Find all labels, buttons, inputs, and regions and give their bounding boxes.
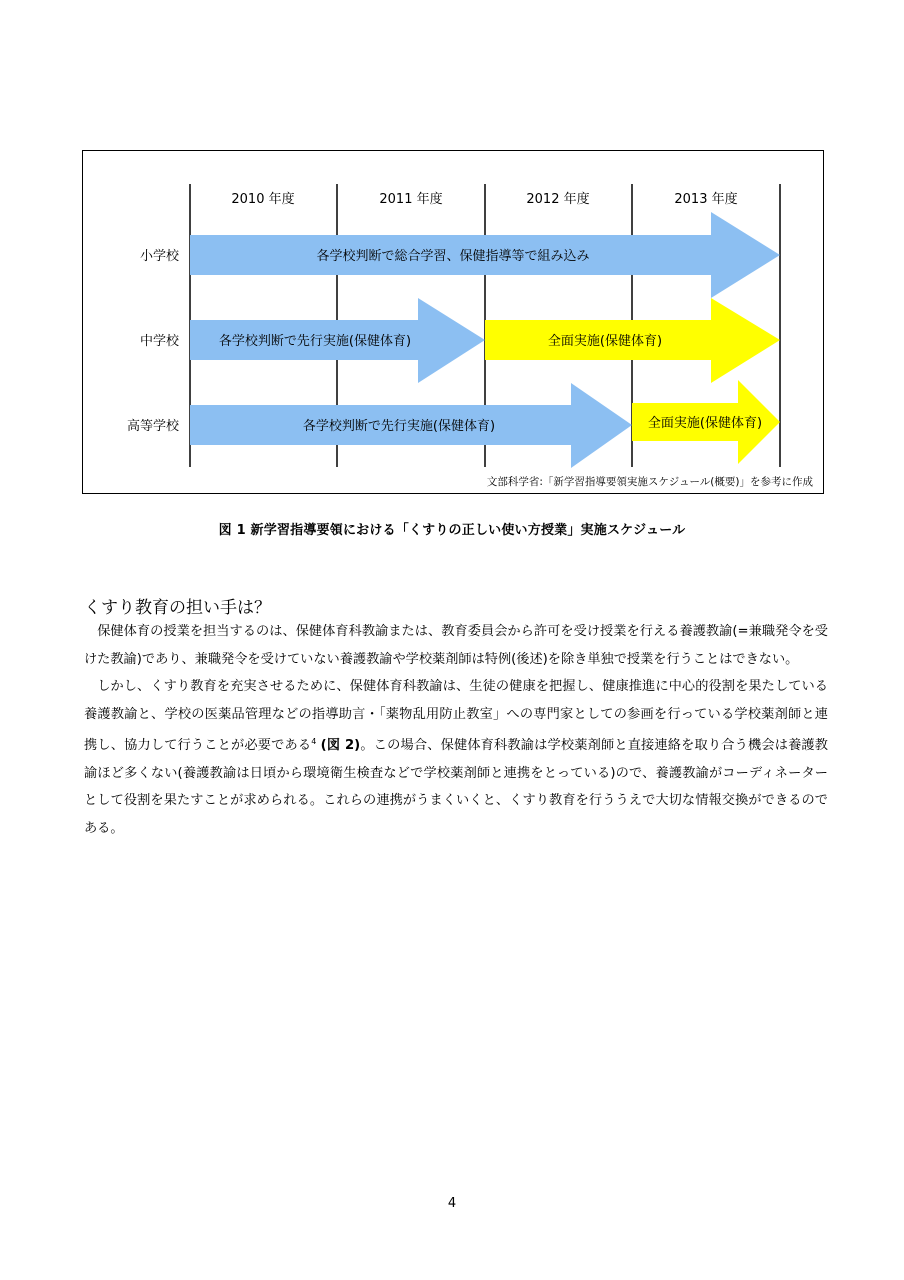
paragraph: 保健体育の授業を担当するのは、保健体育科教諭または、教育委員会から許可を受け授業を行える養護教諭(=兼職発令を受けた教諭)であり、兼職発令を受けていない養護教諭や学校薬剤師は特例(後述)を除き単独で授業を行うことはできない。 [84, 624, 828, 667]
arrow-text: 各学校判断で先行実施(保健体育) [218, 334, 412, 349]
arrow-text: 各学校判断で総合学習、保健指導等で組み込み [316, 249, 590, 264]
year-header: 2011 年度 [379, 192, 443, 207]
page-number: 4 [447, 1196, 457, 1211]
row-label-junior-high: 中学校 [139, 334, 179, 349]
year-header: 2010 年度 [231, 192, 295, 207]
arrow-text: 全面実施(保健体育) [647, 416, 763, 431]
footnote-ref: 4 [311, 737, 317, 746]
schedule-diagram [83, 151, 823, 493]
schedule-figure [82, 150, 824, 494]
row-label-high-school: 高等学校 [126, 419, 179, 434]
paragraph [84, 673, 828, 842]
body-text [84, 618, 828, 842]
arrow-text: 全面実施(保健体育) [547, 334, 663, 349]
year-header: 2013 年度 [674, 192, 738, 207]
section-heading: くすり教育の担い手は？ [84, 598, 271, 618]
arrow-text: 各学校判断で先行実施(保健体育) [302, 419, 496, 434]
paragraph-text: 。この場合、保健体育科教諭は学校薬剤師と直接連絡を取り合う機会は養護教諭ほど多くない(養護教諭は日頃から環境衛生検査などで学校薬剤師と連携をとっている)ので、養護教諭がコーディネーターとして役割を果たすことが求められる。これらの連携がうまくいくと、くすり教育を行ううえで大切な情報交換ができるのである。 [84, 738, 828, 836]
year-header: 2012 年度 [526, 192, 590, 207]
source-note: 文部科学省:「新学習指導要領実施スケジュール(概要)」を参考に作成 [486, 476, 813, 488]
paragraph-text: しかし、くすり教育を充実させるために、保健体育科教諭は、生徒の健康を把握し、健康推進に中心的役割を果たしている養護教諭と、学校の医薬品管理などの指導助言・「薬物乱用防止教室」への専門家としての参画を行っている学校薬剤師と連携し、協力して行うことが必要である [84, 679, 828, 753]
figure-ref: (図 2) [320, 738, 361, 753]
figure-caption: 図 1 新学習指導要領における「くすりの正しい使い方授業」実施スケジュール [218, 523, 686, 538]
row-label-elementary: 小学校 [139, 249, 179, 264]
